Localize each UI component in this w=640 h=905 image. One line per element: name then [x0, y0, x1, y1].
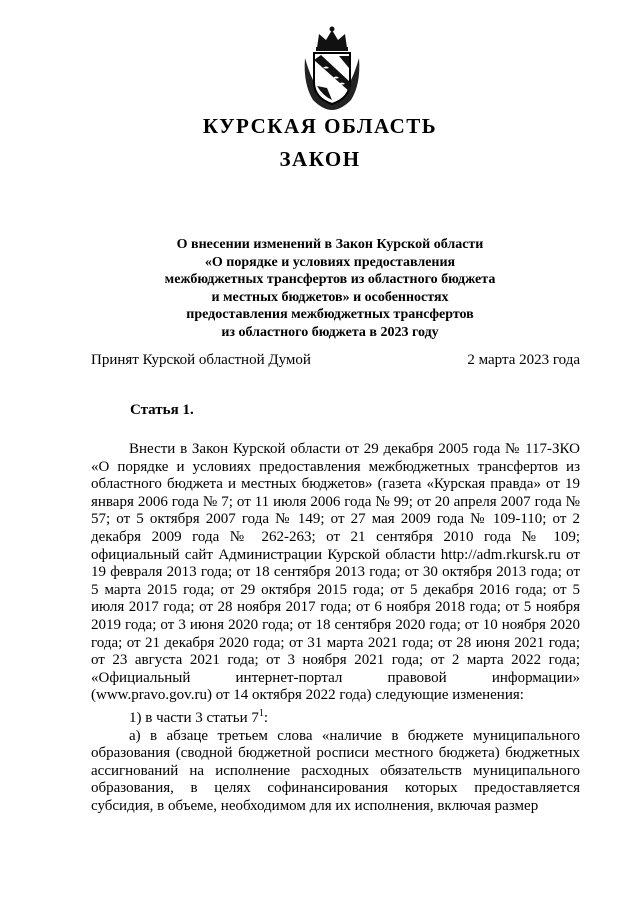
- law-title: [120, 236, 540, 341]
- article-title: Статья 1.: [130, 402, 194, 418]
- law-title-line: и местных бюджетов» и особенностях: [211, 289, 449, 305]
- region-heading: КУРСКАЯ ОБЛАСТЬ: [202, 114, 438, 138]
- item-1-superscript: 1: [258, 707, 264, 719]
- law-title-line: О внесении изменений в Закон Курской области: [176, 237, 484, 252]
- law-title-line: «О порядке и условиях предоставления: [204, 254, 456, 270]
- adoption-date: 2 марта 2023 года: [467, 352, 580, 368]
- adopted-by: Принят Курской областной Думой: [91, 352, 311, 368]
- paragraph-intro: Внести в Закон Курской области от 29 декабря 2005 года № 117-ЗКО «О порядке и условиях предоставления межбюджетных трансфертов из областного бюджета и местных бюджетов» (газета «Курская правда» от 19 января 2006 года № 7; от 11 июля 2006 года № 99; от 20 апреля 2007 года № 57; от 5 октября 2007 года № 149; от 27 мая 2009 года № 109-110; от 2 декабря 2009 года № 262-263; от 21 сентября 2010 года № 109; официальный сайт Администрации Курской области http://adm.rkursk.ru от 19 февраля 2013 года; от 18 сентября 2013 года; от 30 октября 2013 года; от 5 марта 2015 года; от 29 октября 2015 года; от 5 декабря 2016 года; от 5 июля 2017 года; от 28 ноября 2017 года; от 6 ноября 2018 года; от 5 ноября 2019 года; от 3 июня 2020 года; от 18 сентября 2020 года; от 10 ноября 2020 года; от 21 декабря 2020 года; от 31 марта 2021 года; от 28 июня 2021 года; от 23 августа 2021 года; от 3 ноября 2021 года; от 2 марта 2022 года; «Официальный интернет-портал правовой информации» (www.pravo.gov.ru) от 14 октября 2022 года) следующие изменения:: [91, 441, 580, 704]
- paragraph-item-a: а) в абзаце третьем слова «наличие в бюджете муниципального образования (сводной бюджетной росписи местного бюджета) бюджетных ассигнований на исполнение расходных обязательств муниципального образования, в целях софинансирования которых предоставляется субсидия, в объеме, необходимом для их исполнения, включая размер: [91, 727, 580, 814]
- law-title-line: из областного бюджета в 2023 году: [221, 324, 439, 340]
- document-type-heading: ЗАКОН: [279, 147, 361, 171]
- adoption-info: [91, 352, 580, 369]
- coat-of-arms-icon: [299, 24, 365, 112]
- item-1-text: 1) в части 3 статьи 7: [129, 709, 259, 726]
- paragraph-item-1: [91, 705, 580, 728]
- law-title-line: предоставления межбюджетных трансфертов: [186, 307, 474, 322]
- item-1-suffix: :: [263, 709, 269, 726]
- law-title-line: межбюджетных трансфертов из областного бюджета: [164, 272, 496, 287]
- article-body: [91, 441, 580, 815]
